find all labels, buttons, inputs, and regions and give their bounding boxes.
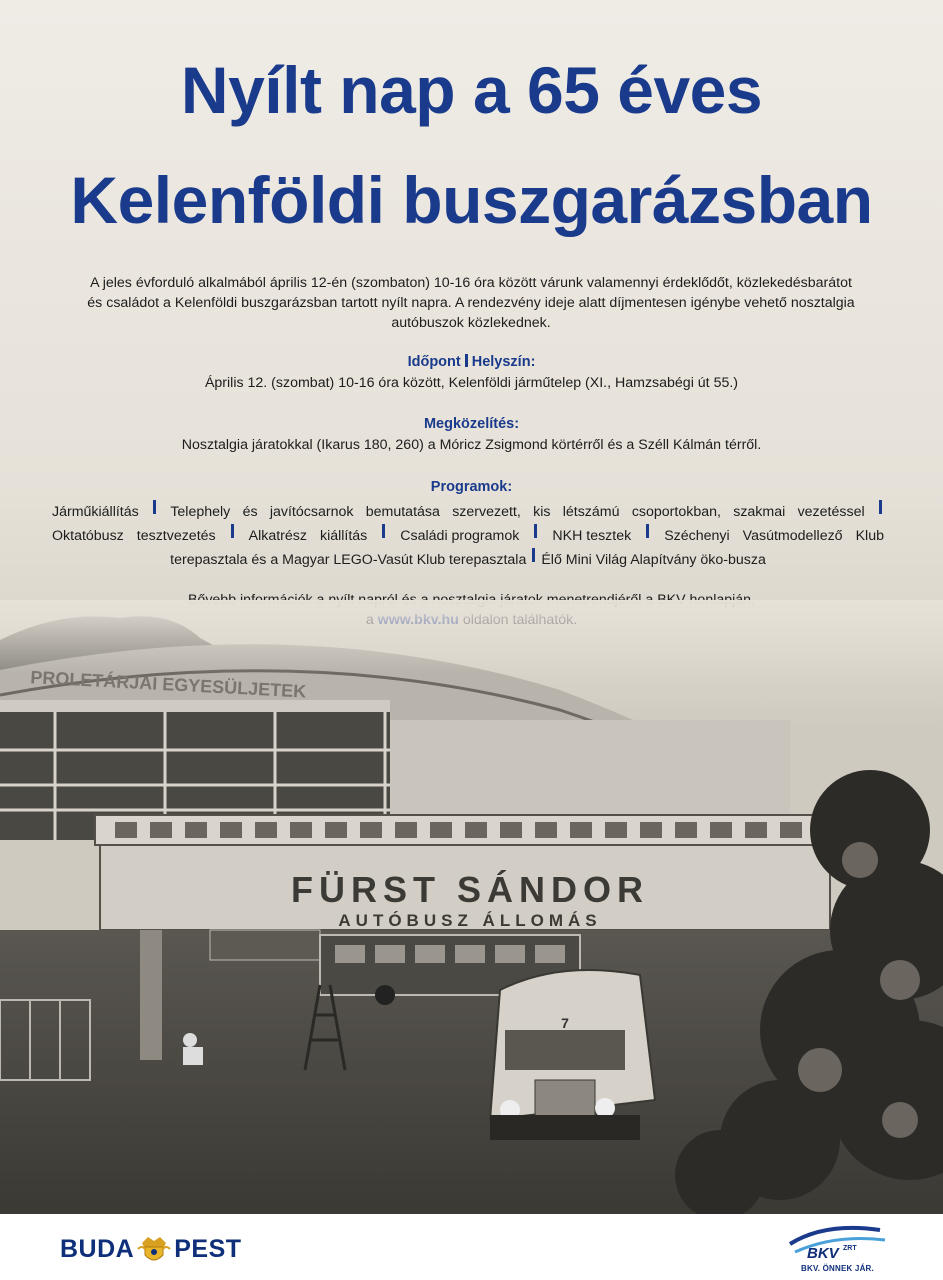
separator-bar [231,524,234,538]
program-word: Vasútmodellező [742,528,843,544]
separator-bar [465,354,468,367]
bkv-swoosh-icon [785,1222,890,1264]
budapest-crest-icon [136,1233,172,1265]
program-word: kiállítás [319,528,368,544]
programs-heading: Programok: [430,479,513,495]
program-word: kis [533,504,551,520]
program-text: terepasztala és a Magyar LEGO-Vasút Klub terepasztala [170,552,527,568]
separator-bar [534,524,537,538]
program-word: szakmai [733,504,786,520]
program-word: és [242,504,258,520]
programs-row-2 [52,524,884,548]
separator-bar [646,524,649,538]
intro-line: A jeles évforduló alkalmából április 12-én (szombaton) 10-16 óra között várunk valamennyi érdeklődőt, közlekedésbarátot [90,275,852,291]
program-word: szervezett, [452,504,521,520]
program-word: Alkatrész [248,528,307,544]
title-line-2: Kelenföldi buszgarázsban [70,163,873,237]
program-word: Széchenyi [664,528,730,544]
program-word: Járműkiállítás [52,504,139,520]
programs-row-1 [52,500,884,524]
time-place-heading [0,352,943,372]
place-heading: Helyszín: [471,354,536,370]
time-heading: Időpont [407,354,461,370]
program-word: Klub [855,528,884,544]
program-word: Telephely [170,504,231,520]
budapest-logo-left: BUDA [60,1234,135,1263]
intro-paragraph [52,273,890,333]
separator-bar [532,548,535,562]
separator-bar [153,500,156,514]
approach-heading: Megközelítés: [423,416,520,432]
time-place-text: Április 12. (szombat) 10-16 óra között, Kelenföldi járműtelep (XI., Hamzsabégi út 55.) [204,375,739,391]
program-word: bemutatása [365,504,440,520]
program-word: tesztvezetés [136,528,216,544]
program-word: NKH tesztek [552,528,632,544]
program-text: Élő Mini Világ Alapítvány öko-busza [541,552,766,568]
budapest-logo-right: PEST [174,1234,242,1263]
intro-line: és családot a Kelenföldi buszgarázsban tartott nyílt napra. A rendezvény ideje alatt díjmentesen igénybe vehető nosztalgia [87,295,855,311]
program-word: javítócsarnok [269,504,354,520]
budapest-logo [60,1234,242,1264]
programs-row-3 [52,548,884,572]
program-word: Oktatóbusz [52,528,124,544]
historic-garage-photo [0,600,943,1214]
program-word: létszámú [562,504,620,520]
bkv-zrt: ZRT [843,1245,857,1252]
bkv-logo [785,1222,890,1276]
bkv-slogan: BKV. ÖNNEK JÁR. [801,1264,874,1273]
program-word: Családi programok [400,528,520,544]
program-word: vezetéssel [797,504,865,520]
programs-list [52,500,884,572]
separator-bar [382,524,385,538]
bkv-mark: BKV [807,1245,839,1262]
separator-bar [879,500,882,514]
program-word: csoportokban, [631,504,721,520]
approach-text: Nosztalgia járatokkal (Ikarus 180, 260) a Móricz Zsigmond körtérről és a Széll Kálmán térről. [181,437,762,453]
title-line-1: Nyílt nap a 65 éves [180,53,763,127]
intro-line: autóbuszok közlekednek. [391,315,551,331]
